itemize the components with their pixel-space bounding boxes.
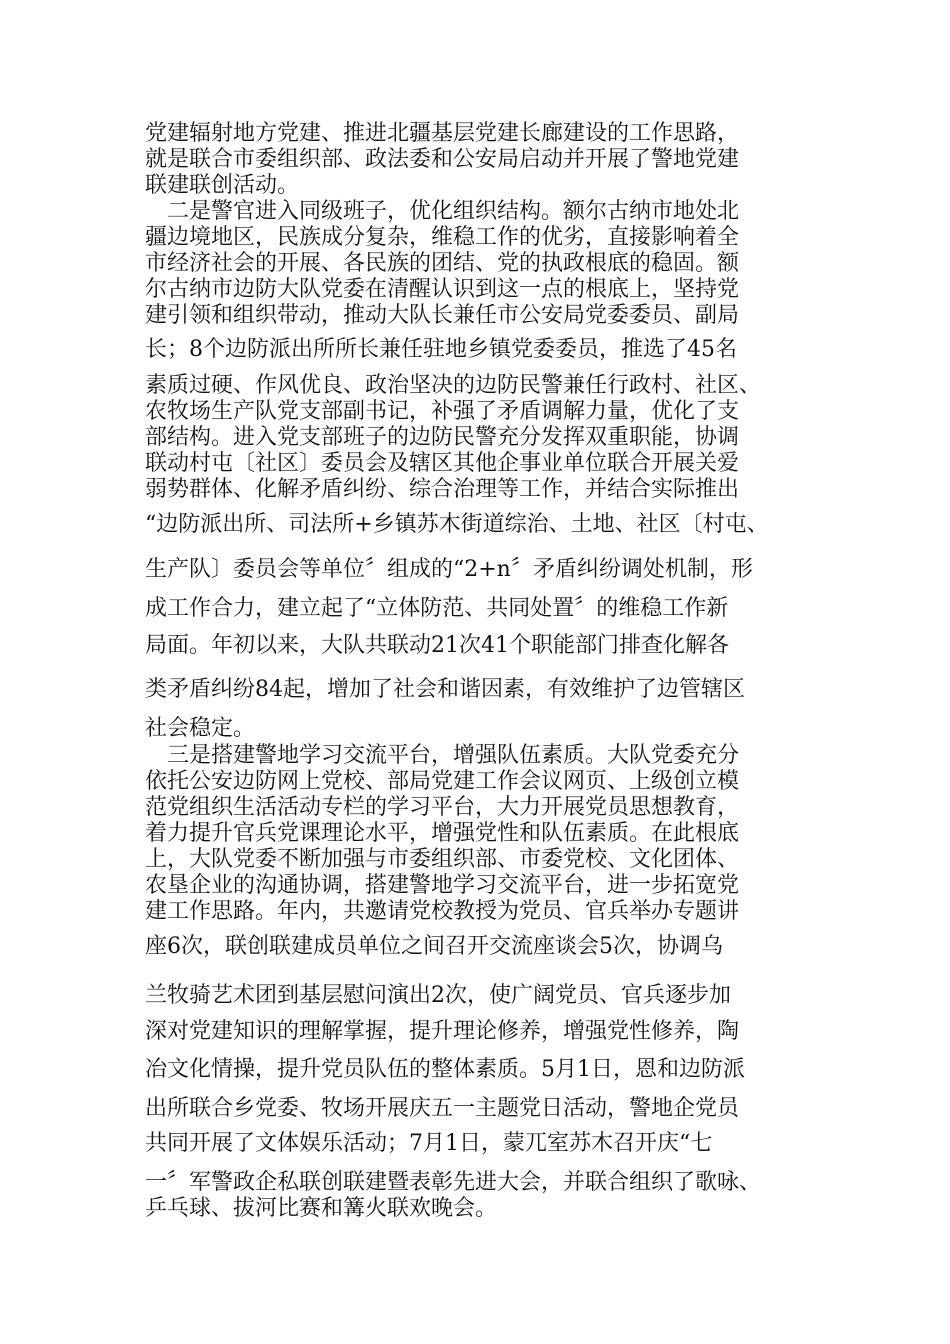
- body-line: 共同开展了文体娱乐活动；7月1日，蒙兀室苏木召开庆“七: [145, 1131, 713, 1156]
- body-line: 联建联创活动。: [145, 173, 300, 198]
- body-line: 出所联合乡党委、牧场开展庆五一主题党日活动，警地企党员: [145, 1096, 740, 1121]
- body-line: 兰牧骑艺术团到基层慰问演出2次，使广阔党员、官兵逐步加: [145, 983, 731, 1008]
- body-line: 社会稳定。: [145, 716, 256, 741]
- body-line: “边防派出所、司法所+乡镇苏木街道综治、土地、社区〔村屯、: [145, 512, 769, 537]
- body-line: 乒乓球、拔河比赛和篝火联欢晚会。: [145, 1196, 498, 1221]
- body-line: 三是搭建警地学习交流平台，增强队伍素质。大队党委充分: [145, 743, 740, 768]
- body-line: 类矛盾纠纷84起，增加了社会和谐因素，有效维护了边管辖区: [145, 677, 745, 702]
- body-line: 长；8个边防派出所所长兼任驻地乡镇党委委员，推选了45名: [145, 337, 737, 362]
- body-line: 座6次，联创联建成员单位之间召开交流座谈会5次，协调乌: [145, 934, 723, 959]
- body-line: 上，大队党委不断加强与市委组织部、市委党校、文化团体、: [145, 847, 740, 872]
- body-line: 弱势群体、化解矛盾纠纷、综合治理等工作，并结合实际推出: [145, 477, 740, 502]
- body-line: 着力提升官兵党课理论水平，增强党性和队伍素质。在此根底: [145, 821, 740, 846]
- body-line: 就是联合市委组织部、政法委和公安局启动并开展了警地党建: [145, 147, 740, 172]
- body-line: 部结构。进入党支部班子的边防民警充分发挥双重职能，协调: [145, 425, 740, 450]
- body-line: 尔古纳市边防大队党委在清醒认识到这一点的根底上，坚持党: [145, 277, 740, 302]
- body-line: 依托公安边防网上党校、部局党建工作会议网页、上级创立模: [145, 769, 740, 794]
- body-line: 党建辐射地方党建、推进北疆基层党建长廊建设的工作思路，: [145, 121, 740, 146]
- body-line: 一〞军警政企私联创联建暨表彰先进大会，并联合组织了歌咏、: [145, 1170, 762, 1195]
- body-line: 局面。年初以来，大队共联动21次41个职能部门排查化解各: [145, 633, 729, 658]
- body-line: 二是警官进入同级班子，优化组织结构。额尔古纳市地处北: [145, 199, 740, 224]
- body-line: 成工作合力，建立起了“立体防范、共同处置〞的维稳工作新: [145, 596, 729, 621]
- body-line: 市经济社会的开展、各民族的团结、党的执政根底的稳固。额: [145, 251, 740, 276]
- body-line: 疆边境地区，民族成分复杂，维稳工作的优劣，直接影响着全: [145, 225, 740, 250]
- body-line: 农垦企业的沟通协调，搭建警地学习交流平台，进一步拓宽党: [145, 873, 740, 898]
- body-line: 冶文化情操，提升党员队伍的整体素质。5月1日，恩和边防派: [145, 1057, 745, 1082]
- body-line: 深对党建知识的理解掌握，提升理论修养，增强党性修养，陶: [145, 1019, 740, 1044]
- body-line: 联动村屯〔社区〕委员会及辖区其他企事业单位联合开展关爱: [145, 451, 740, 476]
- body-line: 范党组织生活活动专栏的学习平台，大力开展党员思想教育，: [145, 795, 740, 820]
- body-line: 素质过硬、作风优良、政治坚决的边防民警兼任行政村、社区、: [145, 373, 762, 398]
- body-line: 建工作思路。年内，共邀请党校教授为党员、官兵举办专题讲: [145, 899, 740, 924]
- body-line: 生产队〕委员会等单位〞组成的“2+n〞矛盾纠纷调处机制，形: [145, 557, 753, 582]
- body-line: 农牧场生产队党支部副书记，补强了矛盾调解力量，优化了支: [145, 399, 740, 424]
- body-line: 建引领和组织带动，推动大队长兼任市公安局党委委员、副局: [145, 303, 740, 328]
